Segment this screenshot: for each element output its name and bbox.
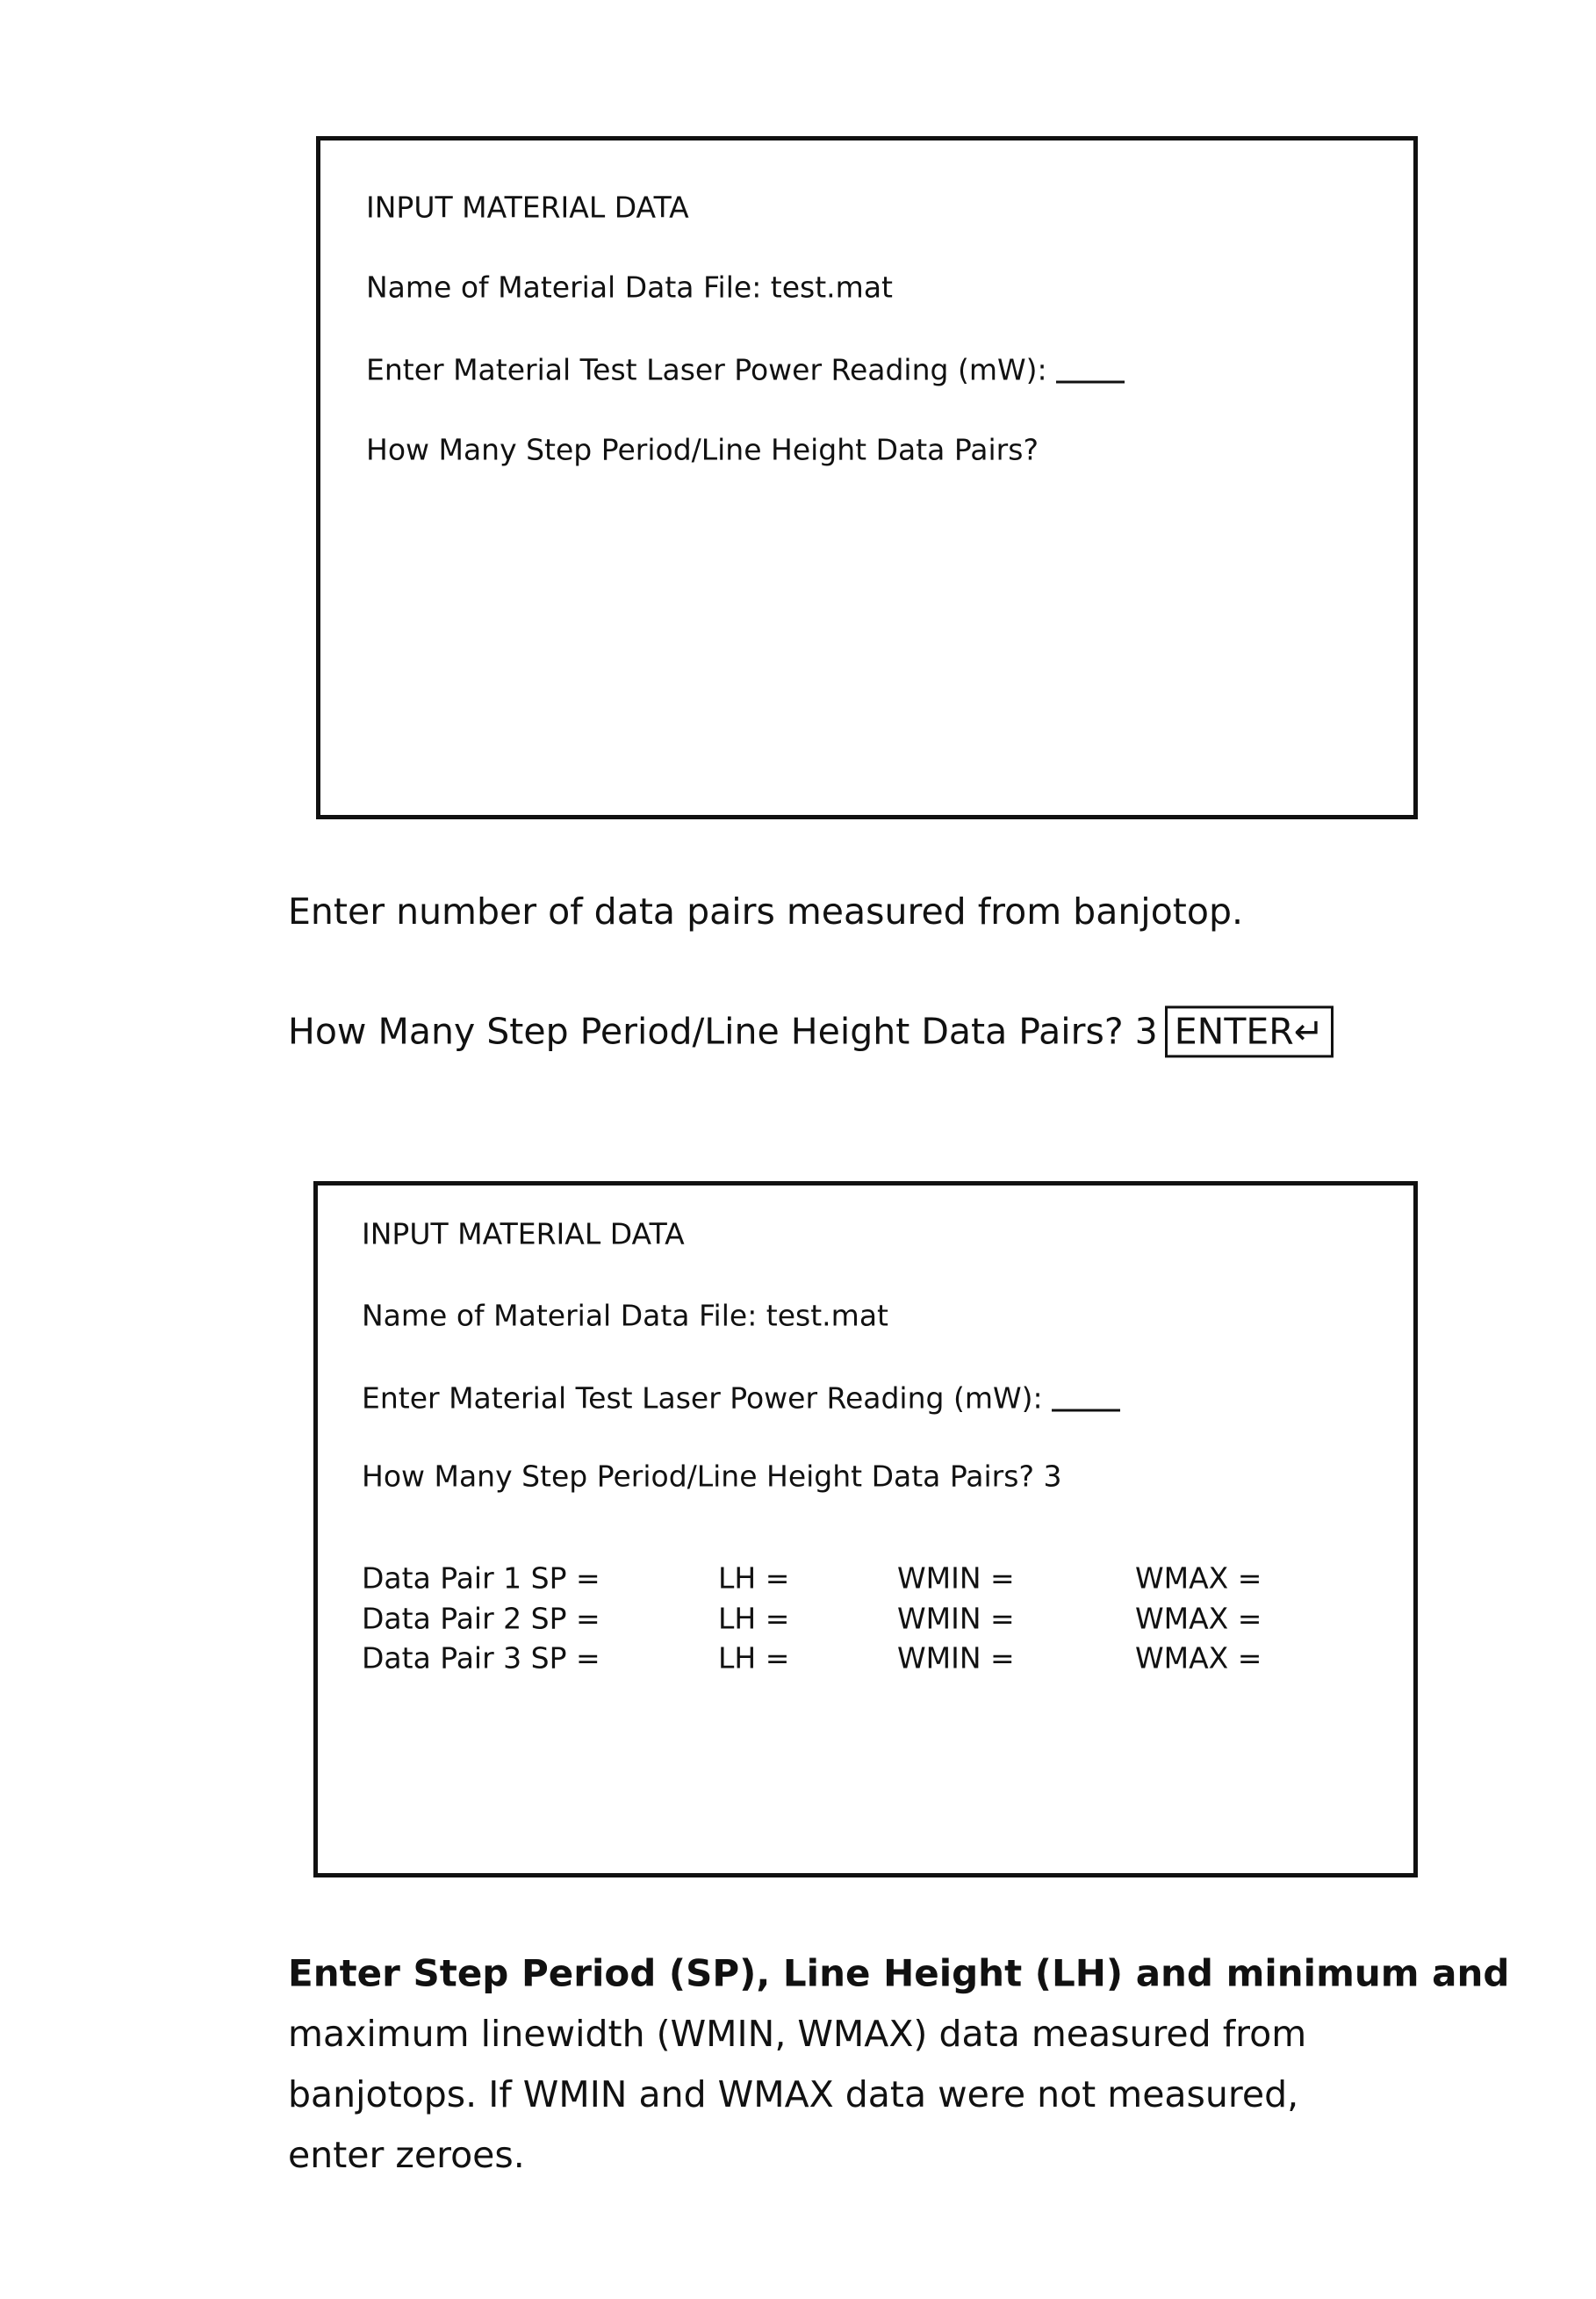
row-1-lh: LH = bbox=[718, 1561, 789, 1596]
screen-1-pairs-line: How Many Step Period/Line Height Data Pairs? bbox=[366, 433, 1039, 467]
instruction-2-line-4: enter zeroes. bbox=[288, 2134, 525, 2176]
screen-2-file-line: Name of Material Data File: test.mat bbox=[362, 1299, 888, 1333]
instruction-2-line-3: banjotops. If WMIN and WMAX data were not measured, bbox=[288, 2073, 1298, 2115]
row-2-sp: Data Pair 2 SP = bbox=[362, 1602, 600, 1636]
power-input-blank[interactable] bbox=[1052, 1409, 1120, 1412]
power-input-blank[interactable] bbox=[1056, 380, 1125, 384]
document-page bbox=[0, 0, 1596, 2299]
screen-1-title: INPUT MATERIAL DATA bbox=[366, 191, 689, 225]
enter-key[interactable] bbox=[1165, 1005, 1334, 1057]
row-3-lh: LH = bbox=[718, 1641, 789, 1676]
screen-2-pairs-line: How Many Step Period/Line Height Data Pairs? 3 bbox=[362, 1459, 1061, 1494]
screen-1-power-line bbox=[366, 353, 1125, 387]
instruction-2-line-2: maximum linewidth (WMIN, WMAX) data measured from bbox=[288, 2013, 1306, 2055]
row-3-sp: Data Pair 3 SP = bbox=[362, 1641, 600, 1676]
power-label: Enter Material Test Laser Power Reading (mW): bbox=[366, 353, 1047, 387]
prompt-text: How Many Step Period/Line Height Data Pairs? 3 bbox=[288, 1010, 1158, 1052]
row-2-lh: LH = bbox=[718, 1602, 789, 1636]
instruction-2-line-1: Enter Step Period (SP), Line Height (LH) and minimum and bbox=[288, 1952, 1509, 1995]
row-1-sp: Data Pair 1 SP = bbox=[362, 1561, 600, 1596]
row-1-wmax: WMAX = bbox=[1135, 1561, 1262, 1596]
prompt-line bbox=[288, 1005, 1334, 1057]
screen-2-power-line bbox=[362, 1381, 1120, 1416]
instruction-1: Enter number of data pairs measured from banjotop. bbox=[288, 890, 1243, 933]
screen-1-file-line: Name of Material Data File: test.mat bbox=[366, 270, 893, 305]
row-3-wmin: WMIN = bbox=[897, 1641, 1015, 1676]
row-3-wmax: WMAX = bbox=[1135, 1641, 1262, 1676]
screen-1-frame bbox=[316, 136, 1418, 819]
row-1-wmin: WMIN = bbox=[897, 1561, 1015, 1596]
power-label: Enter Material Test Laser Power Reading (mW): bbox=[362, 1381, 1043, 1416]
row-2-wmax: WMAX = bbox=[1135, 1602, 1262, 1636]
screen-2-frame bbox=[313, 1181, 1418, 1877]
screen-2-title: INPUT MATERIAL DATA bbox=[362, 1217, 685, 1251]
enter-key-label: ENTER bbox=[1175, 1010, 1294, 1052]
return-arrow-icon: ↵ bbox=[1294, 1010, 1324, 1052]
row-2-wmin: WMIN = bbox=[897, 1602, 1015, 1636]
